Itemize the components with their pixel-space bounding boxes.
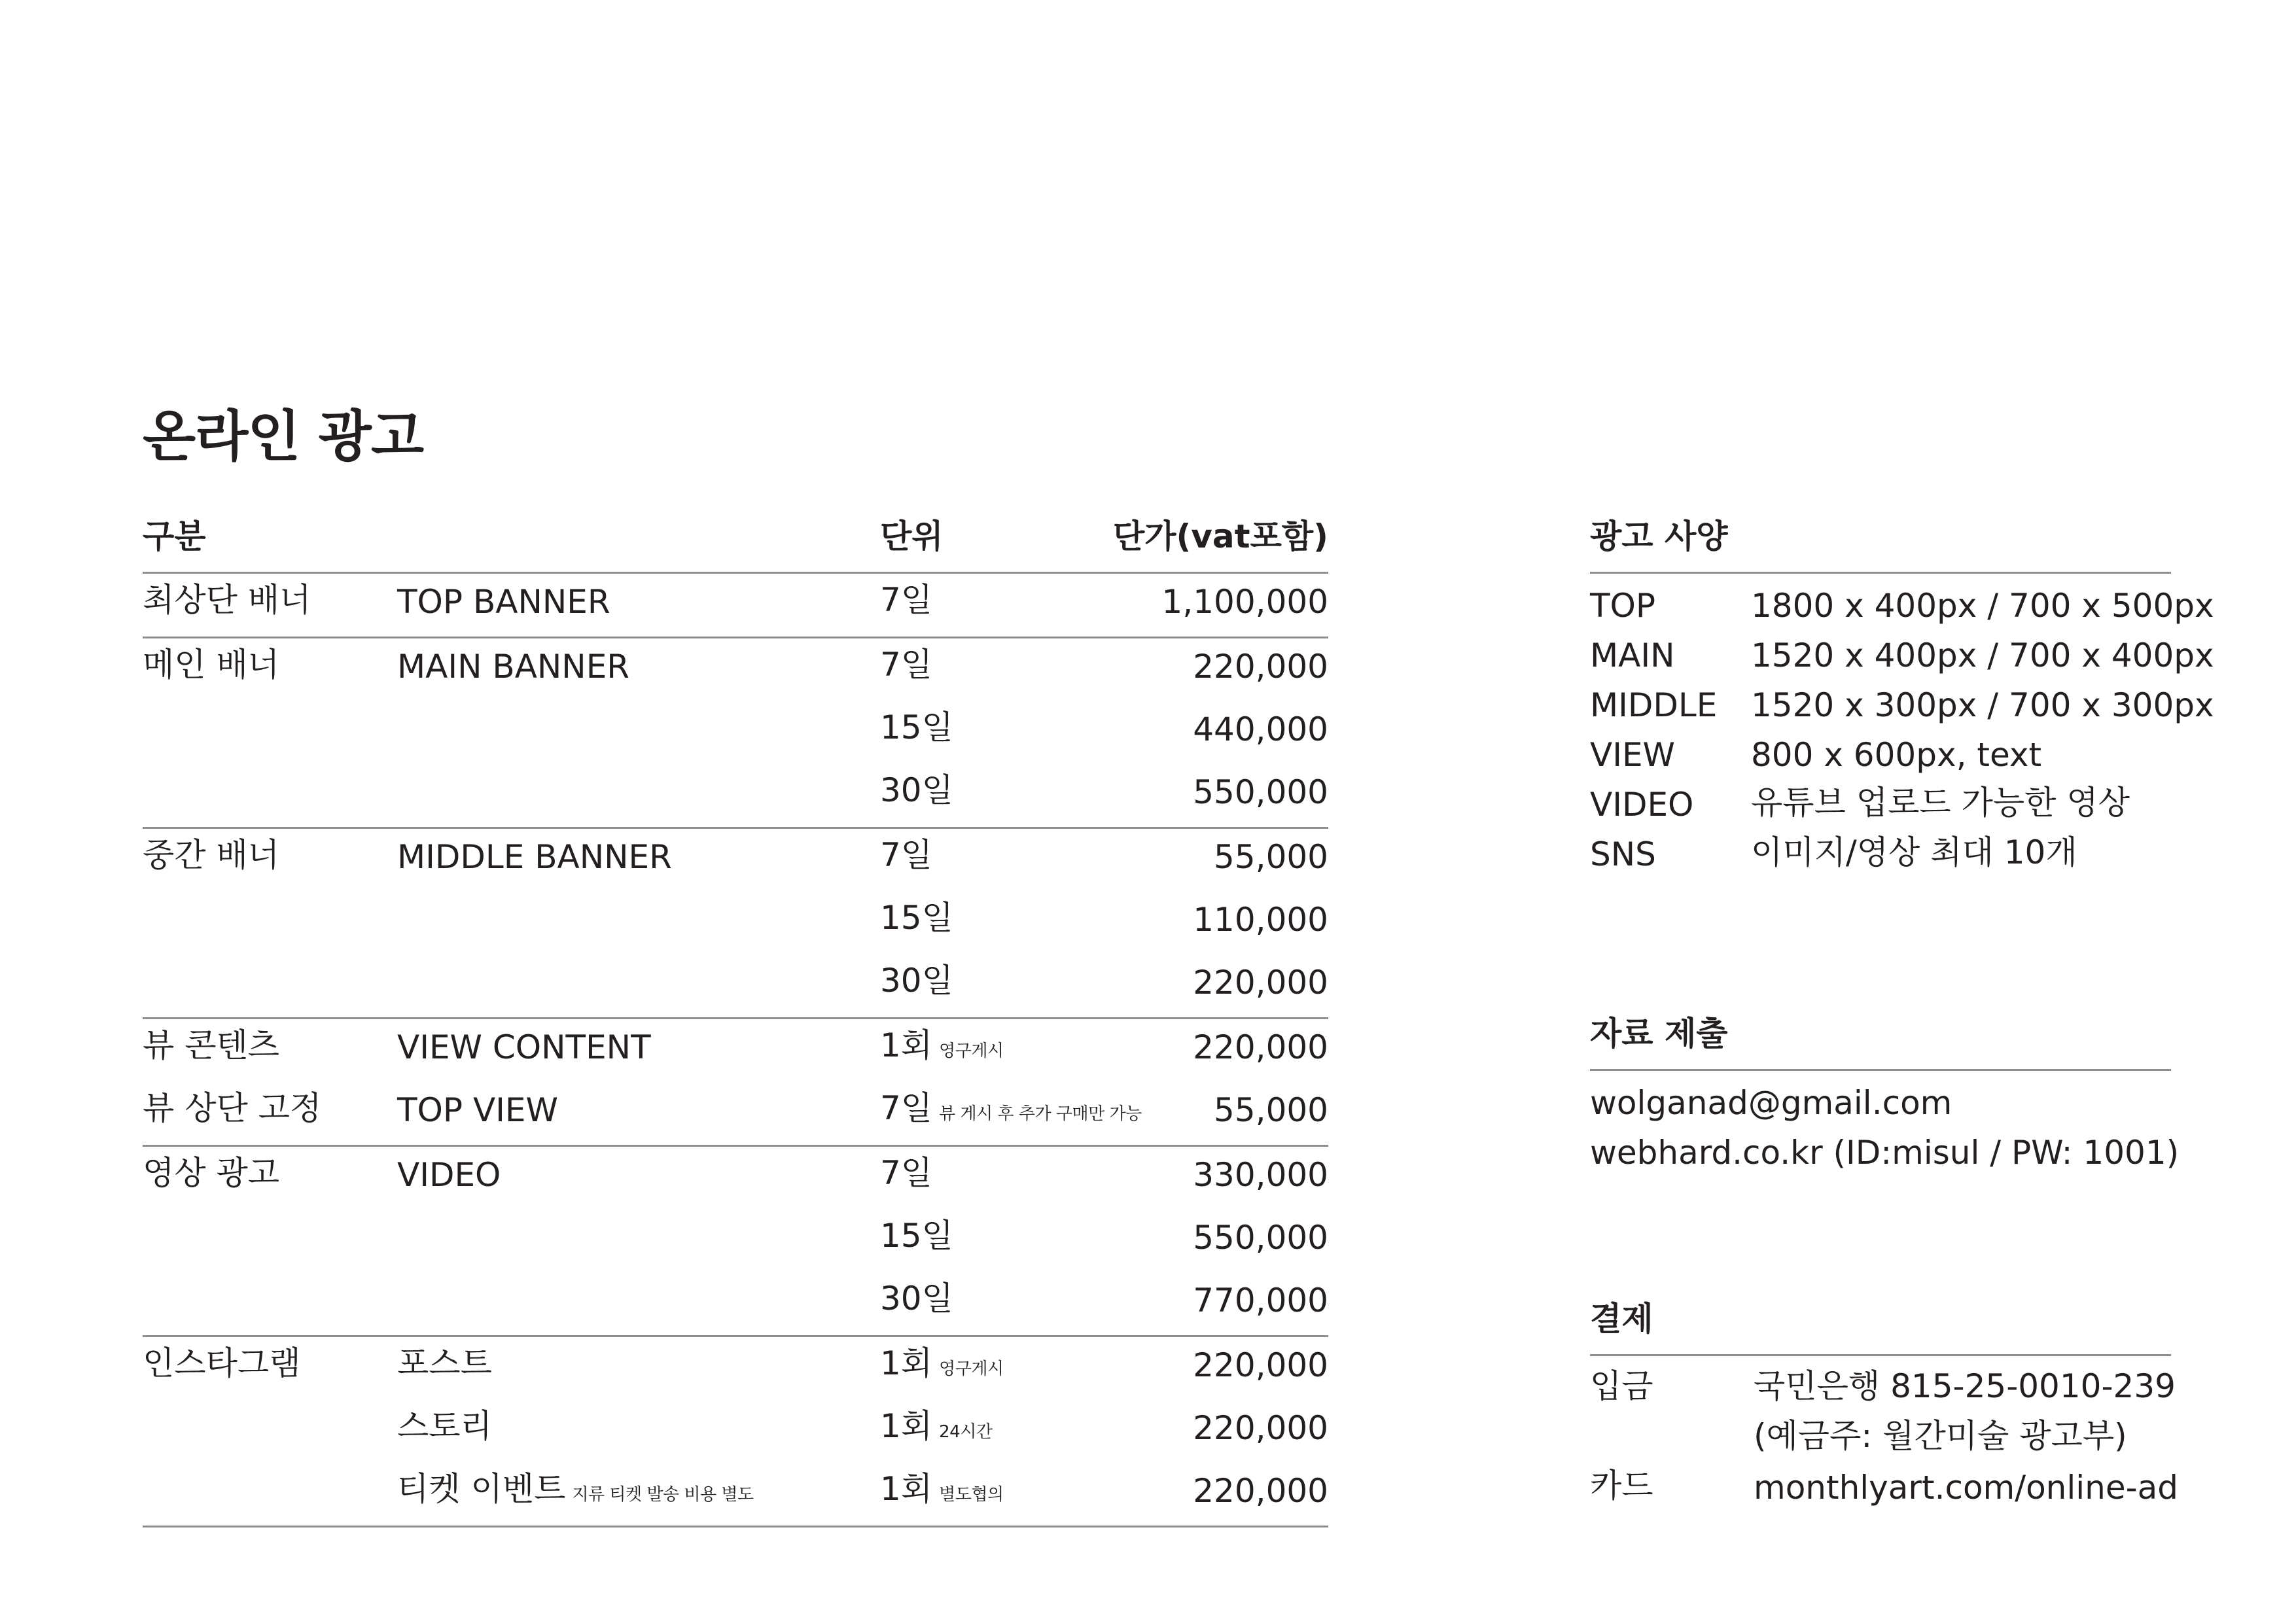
row-unit-value: 1회 [880,1407,933,1445]
payment-section [1590,1286,2179,1516]
row-price: 55,000 [1214,1091,1328,1129]
submission-section [1590,1001,2180,1181]
row-unit [880,1337,1004,1384]
ad-specs-section [1590,504,2214,882]
group-middle-banner [143,829,1328,1019]
spec-key: MAIN [1590,637,1675,674]
row-unit [880,1400,992,1447]
spec-value: 1520 x 300px / 700 x 300px [1751,686,2214,724]
row-unit: 30일 [880,962,953,1000]
group-top-banner [143,574,1328,638]
row-unit: 7일 [880,1154,933,1192]
table-row [143,638,1328,701]
table-row [143,1019,1328,1082]
row-price: 220,000 [1193,1409,1328,1447]
group-video [143,1147,1328,1337]
row-category-kr: 인스타그램 [143,1344,301,1382]
row-category-en [397,1463,754,1510]
row-unit-value: 1회 [880,1344,933,1382]
row-unit: 7일 [880,836,933,874]
spec-row-top [1590,584,2214,634]
row-price: 550,000 [1193,1219,1328,1257]
row-category-kr: 뷰 콘텐츠 [143,1026,280,1064]
spec-key: VIDEO [1590,786,1694,824]
spec-row-view [1590,733,2171,783]
row-category-en: 포스트 [397,1344,492,1382]
row-category-en: VIEW CONTENT [397,1028,651,1066]
row-unit-value: 1회 [880,1470,933,1508]
group-view-content [143,1019,1328,1147]
row-category-kr: 메인 배너 [143,646,280,684]
spec-row-sns [1590,833,2171,882]
row-unit-value: 7일 [880,1089,933,1127]
spec-row-main [1590,634,2214,684]
row-category-kr: 중간 배너 [143,836,280,874]
row-unit: 15일 [880,708,953,746]
table-row [143,1337,1328,1400]
table-row [143,892,1328,954]
row-unit: 7일 [880,646,933,684]
row-unit: 15일 [880,1217,953,1255]
submission-email[interactable]: wolganad@gmail.com [1590,1084,1952,1122]
group-main-banner [143,638,1328,829]
table-row [143,1147,1328,1210]
header-price: 단가(vat포함) [1112,517,1328,555]
spec-value: 유튜브 업로드 가능한 영상 [1751,784,2130,822]
table-row [143,701,1328,764]
spec-value: 800 x 600px, text [1751,736,2042,774]
row-price: 440,000 [1193,710,1328,748]
payment-deposit-row [1590,1367,2176,1416]
payment-card-row [1590,1466,2179,1516]
ad-price-table [143,504,1328,1527]
table-row [143,829,1328,892]
row-category-en-note: 지류 티켓 발송 비용 별도 [572,1485,754,1505]
row-price: 220,000 [1193,1346,1328,1384]
row-price: 220,000 [1193,1028,1328,1066]
spec-row-video [1590,783,2171,833]
row-price: 220,000 [1193,1472,1328,1510]
row-unit: 30일 [880,771,953,809]
deposit-label: 입금 [1590,1367,1653,1405]
table-row [143,1272,1328,1335]
table-row [143,574,1328,637]
row-price: 220,000 [1193,964,1328,1002]
row-category-en: MIDDLE BANNER [397,838,672,876]
table-row [143,1082,1328,1145]
row-unit: 30일 [880,1280,953,1318]
group-instagram [143,1337,1328,1527]
ad-specs-heading: 광고 사양 [1590,504,2171,574]
table-row [143,1210,1328,1272]
row-category-kr: 최상단 배너 [143,581,311,619]
row-category-en: VIDEO [397,1156,501,1194]
row-unit-note: 영구게시 [939,1359,1004,1379]
table-row [143,764,1328,827]
deposit-account: 국민은행 815-25-0010-239 [1754,1367,2176,1405]
row-category-en: TOP BANNER [397,583,610,621]
row-unit [880,1082,1142,1129]
table-row [143,1400,1328,1463]
spec-key: TOP [1590,587,1656,625]
row-category-en: 스토리 [397,1407,492,1445]
row-price: 770,000 [1193,1282,1328,1319]
row-price: 330,000 [1193,1156,1328,1194]
submission-heading: 자료 제출 [1590,1001,2171,1071]
table-row [143,1463,1328,1526]
row-unit [880,1019,1004,1066]
row-unit-note: 별도협의 [939,1485,1004,1505]
submission-webhard[interactable]: webhard.co.kr (ID:misul / PW: 1001) [1590,1134,2180,1172]
row-unit-note: 영구게시 [939,1041,1004,1061]
header-category: 구분 [143,517,206,555]
deposit-holder: (예금주: 월간미술 광고부) [1754,1417,2127,1455]
spec-value: 1520 x 400px / 700 x 400px [1751,637,2214,674]
card-url-link[interactable]: monthlyart.com/online-ad [1754,1469,2179,1507]
row-price: 220,000 [1193,648,1328,686]
page-title: 온라인 광고 [143,404,423,468]
row-category-en-value: 티켓 이벤트 [397,1470,566,1508]
spec-key: MIDDLE [1590,686,1718,724]
row-unit [880,1463,1004,1510]
card-label: 카드 [1590,1467,1653,1505]
payment-holder-row [1590,1416,2171,1466]
row-unit-note: 24시간 [939,1422,993,1442]
spec-value: 이미지/영상 최대 10개 [1751,833,2077,871]
header-unit: 단위 [880,517,944,555]
row-price: 1,100,000 [1161,583,1328,621]
row-category-en: TOP VIEW [397,1091,558,1129]
payment-heading: 결제 [1590,1286,2171,1356]
spec-key: VIEW [1590,736,1675,774]
spec-value: 1800 x 400px / 700 x 500px [1751,587,2214,625]
table-row [143,954,1328,1017]
table-header-row [143,504,1328,574]
row-category-kr: 뷰 상단 고정 [143,1089,322,1127]
row-price: 110,000 [1193,901,1328,939]
spec-key: SNS [1590,835,1656,873]
row-category-kr: 영상 광고 [143,1154,280,1192]
row-unit: 15일 [880,899,953,937]
row-unit-note: 뷰 게시 후 추가 구매만 가능 [939,1104,1142,1124]
row-unit-value: 1회 [880,1026,933,1064]
row-price: 55,000 [1214,838,1328,876]
row-category-en: MAIN BANNER [397,648,630,686]
spec-row-middle [1590,684,2214,733]
row-unit: 7일 [880,581,933,619]
row-price: 550,000 [1193,773,1328,811]
